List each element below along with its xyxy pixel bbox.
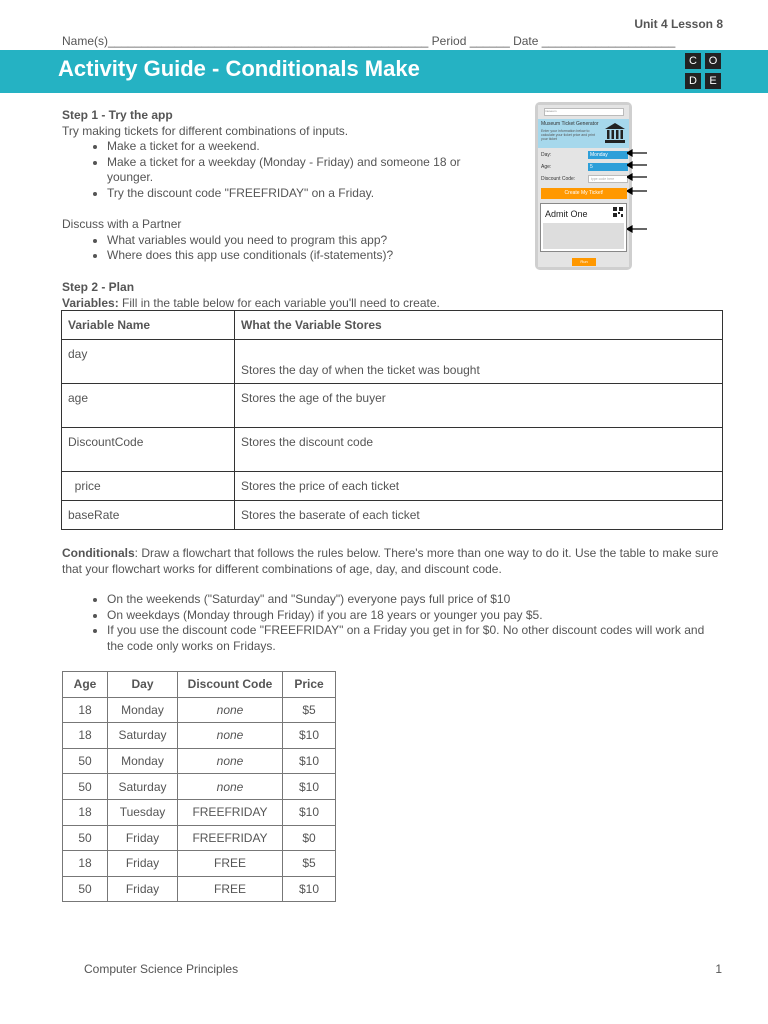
day-cell: Saturday <box>108 774 178 800</box>
price-cell: $10 <box>283 748 336 774</box>
conditionals-text: : Draw a flowchart that follows the rules below. There's more than one way to do it. Use the table to make sure that your flowchart works for different combinations of age, day, and discount code. <box>62 546 719 576</box>
name-period-date-line: Name(s)________________________________________________ Period ______ Date ____________________ <box>62 34 676 48</box>
table-row <box>63 723 336 749</box>
day-cell: Friday <box>108 825 178 851</box>
discuss-title: Discuss with a Partner <box>62 217 182 231</box>
day-label: Day: <box>541 152 552 158</box>
list-item: • Make a ticket for a weekday (Monday - Friday) and someone 18 or younger. <box>107 155 502 186</box>
column-header: Variable Name <box>62 311 235 340</box>
conditionals-label: Conditionals <box>62 546 135 560</box>
table-row <box>63 697 336 723</box>
table-row <box>63 876 336 902</box>
variable-stores-cell: Stores the price of each ticket <box>235 472 723 501</box>
variable-stores-cell: Stores the age of the buyer <box>235 384 723 428</box>
app-screen-dropdown: museum <box>544 108 624 116</box>
variable-name-cell: DiscountCode <box>62 428 235 472</box>
discount-code-cell: none <box>178 697 283 723</box>
variables-text: Fill in the table below for each variable you'll need to create. <box>118 296 440 310</box>
day-cell: Monday <box>108 697 178 723</box>
discount-code-cell: FREE <box>178 876 283 902</box>
rules-list <box>62 592 724 654</box>
age-cell: 50 <box>63 774 108 800</box>
table-row <box>63 825 336 851</box>
column-header: Day <box>108 672 178 698</box>
table-header-row <box>63 672 336 698</box>
column-header: Price <box>283 672 336 698</box>
age-cell: 18 <box>63 723 108 749</box>
variable-name-cell: price <box>62 472 235 501</box>
step1-title: Step 1 - Try the app <box>62 108 173 122</box>
app-header <box>538 119 629 148</box>
age-cell: 50 <box>63 825 108 851</box>
day-cell: Friday <box>108 876 178 902</box>
variable-name-cell: day <box>62 340 235 384</box>
table-row <box>62 472 723 501</box>
discount-code-cell: FREE <box>178 851 283 877</box>
list-item: • Where does this app use conditionals (if-statements)? <box>107 248 502 264</box>
table-row <box>63 851 336 877</box>
age-label: Age: <box>541 164 552 170</box>
test-cases-table <box>62 671 336 902</box>
museum-icon <box>604 122 626 144</box>
day-cell: Tuesday <box>108 799 178 825</box>
price-cell: $10 <box>283 799 336 825</box>
list-item: • On weekdays (Monday through Friday) if you are 18 years or younger you pay $5. <box>107 608 724 624</box>
variable-name-cell: age <box>62 384 235 428</box>
list-item: • Try the discount code "FREEFRIDAY" on a Friday. <box>107 186 502 202</box>
day-cell: Saturday <box>108 723 178 749</box>
age-cell: 18 <box>63 799 108 825</box>
price-cell: $10 <box>283 876 336 902</box>
table-row <box>63 774 336 800</box>
table-header-row <box>62 311 723 340</box>
age-cell: 50 <box>63 748 108 774</box>
app-screenshot <box>535 102 632 270</box>
variables-table <box>61 310 723 530</box>
variable-stores-cell: Stores the baserate of each ticket <box>235 501 723 530</box>
day-dropdown: Monday <box>588 151 628 159</box>
variables-instructions <box>62 295 722 311</box>
table-row <box>62 428 723 472</box>
step2-section <box>62 279 722 311</box>
discount-code-input: type code here <box>588 175 628 183</box>
create-ticket-button: Create My Ticket! <box>541 188 627 199</box>
conditionals-instructions <box>62 545 724 577</box>
run-button: Run <box>572 258 596 266</box>
step1-list <box>62 139 502 201</box>
age-dropdown: 5 <box>588 163 628 171</box>
logo-letter: E <box>705 73 721 89</box>
list-item: • On the weekends ("Saturday" and "Sunday") everyone pays full price of $10 <box>107 592 724 608</box>
day-cell: Monday <box>108 748 178 774</box>
title-banner <box>0 50 768 93</box>
table-row <box>62 501 723 530</box>
price-cell: $5 <box>283 851 336 877</box>
day-cell: Friday <box>108 851 178 877</box>
age-cell: 18 <box>63 697 108 723</box>
column-header: Age <box>63 672 108 698</box>
list-item: • Make a ticket for a weekend. <box>107 139 502 155</box>
page-number: 1 <box>715 962 722 976</box>
app-subtitle: Enter your information below to calculate your ticket price and print your ticket <box>541 129 595 141</box>
variable-stores-cell: Stores the discount code <box>235 428 723 472</box>
app-title: Museum Ticket Generator <box>541 121 599 127</box>
discount-code-cell: none <box>178 774 283 800</box>
discount-code-cell: none <box>178 748 283 774</box>
pointer-arrows <box>627 145 649 235</box>
rules-section <box>62 592 724 654</box>
qr-code-icon <box>613 207 623 217</box>
price-cell: $10 <box>283 723 336 749</box>
discuss-section <box>62 217 502 264</box>
page-title: Activity Guide - Conditionals Make <box>58 56 420 81</box>
price-cell: $5 <box>283 697 336 723</box>
variable-name-cell: baseRate <box>62 501 235 530</box>
discount-code-cell: FREEFRIDAY <box>178 825 283 851</box>
table-row <box>62 384 723 428</box>
variables-label: Variables: <box>62 296 119 310</box>
variable-stores-cell: Stores the day of when the ticket was bought <box>235 340 723 384</box>
logo-letter: D <box>685 73 701 89</box>
footer-course: Computer Science Principles <box>84 962 239 976</box>
logo-letter: C <box>685 53 701 69</box>
column-header: Discount Code <box>178 672 283 698</box>
step1-section <box>62 108 502 201</box>
admit-one-text: Admit One <box>545 209 588 219</box>
table-row <box>62 340 723 384</box>
code-org-logo <box>685 53 723 91</box>
table-row <box>63 748 336 774</box>
ticket-output <box>540 203 627 252</box>
discount-code-cell: FREEFRIDAY <box>178 799 283 825</box>
logo-letter: O <box>705 53 721 69</box>
age-cell: 18 <box>63 851 108 877</box>
age-cell: 50 <box>63 876 108 902</box>
list-item: • What variables would you need to program this app? <box>107 233 502 249</box>
price-cell: $10 <box>283 774 336 800</box>
unit-lesson-label: Unit 4 Lesson 8 <box>634 17 723 31</box>
discuss-list <box>62 233 502 264</box>
table-row <box>63 799 336 825</box>
step2-title: Step 2 - Plan <box>62 280 135 294</box>
price-cell: $0 <box>283 825 336 851</box>
list-item: • If you use the discount code "FREEFRIDAY" on a Friday you get in for $0. No other discount codes will work and the code only works on Fridays. <box>107 623 724 654</box>
step1-intro: Try making tickets for different combinations of inputs. <box>62 123 349 138</box>
discount-code-cell: none <box>178 723 283 749</box>
discount-code-label: Discount Code: <box>541 176 576 182</box>
column-header: What the Variable Stores <box>235 311 723 340</box>
